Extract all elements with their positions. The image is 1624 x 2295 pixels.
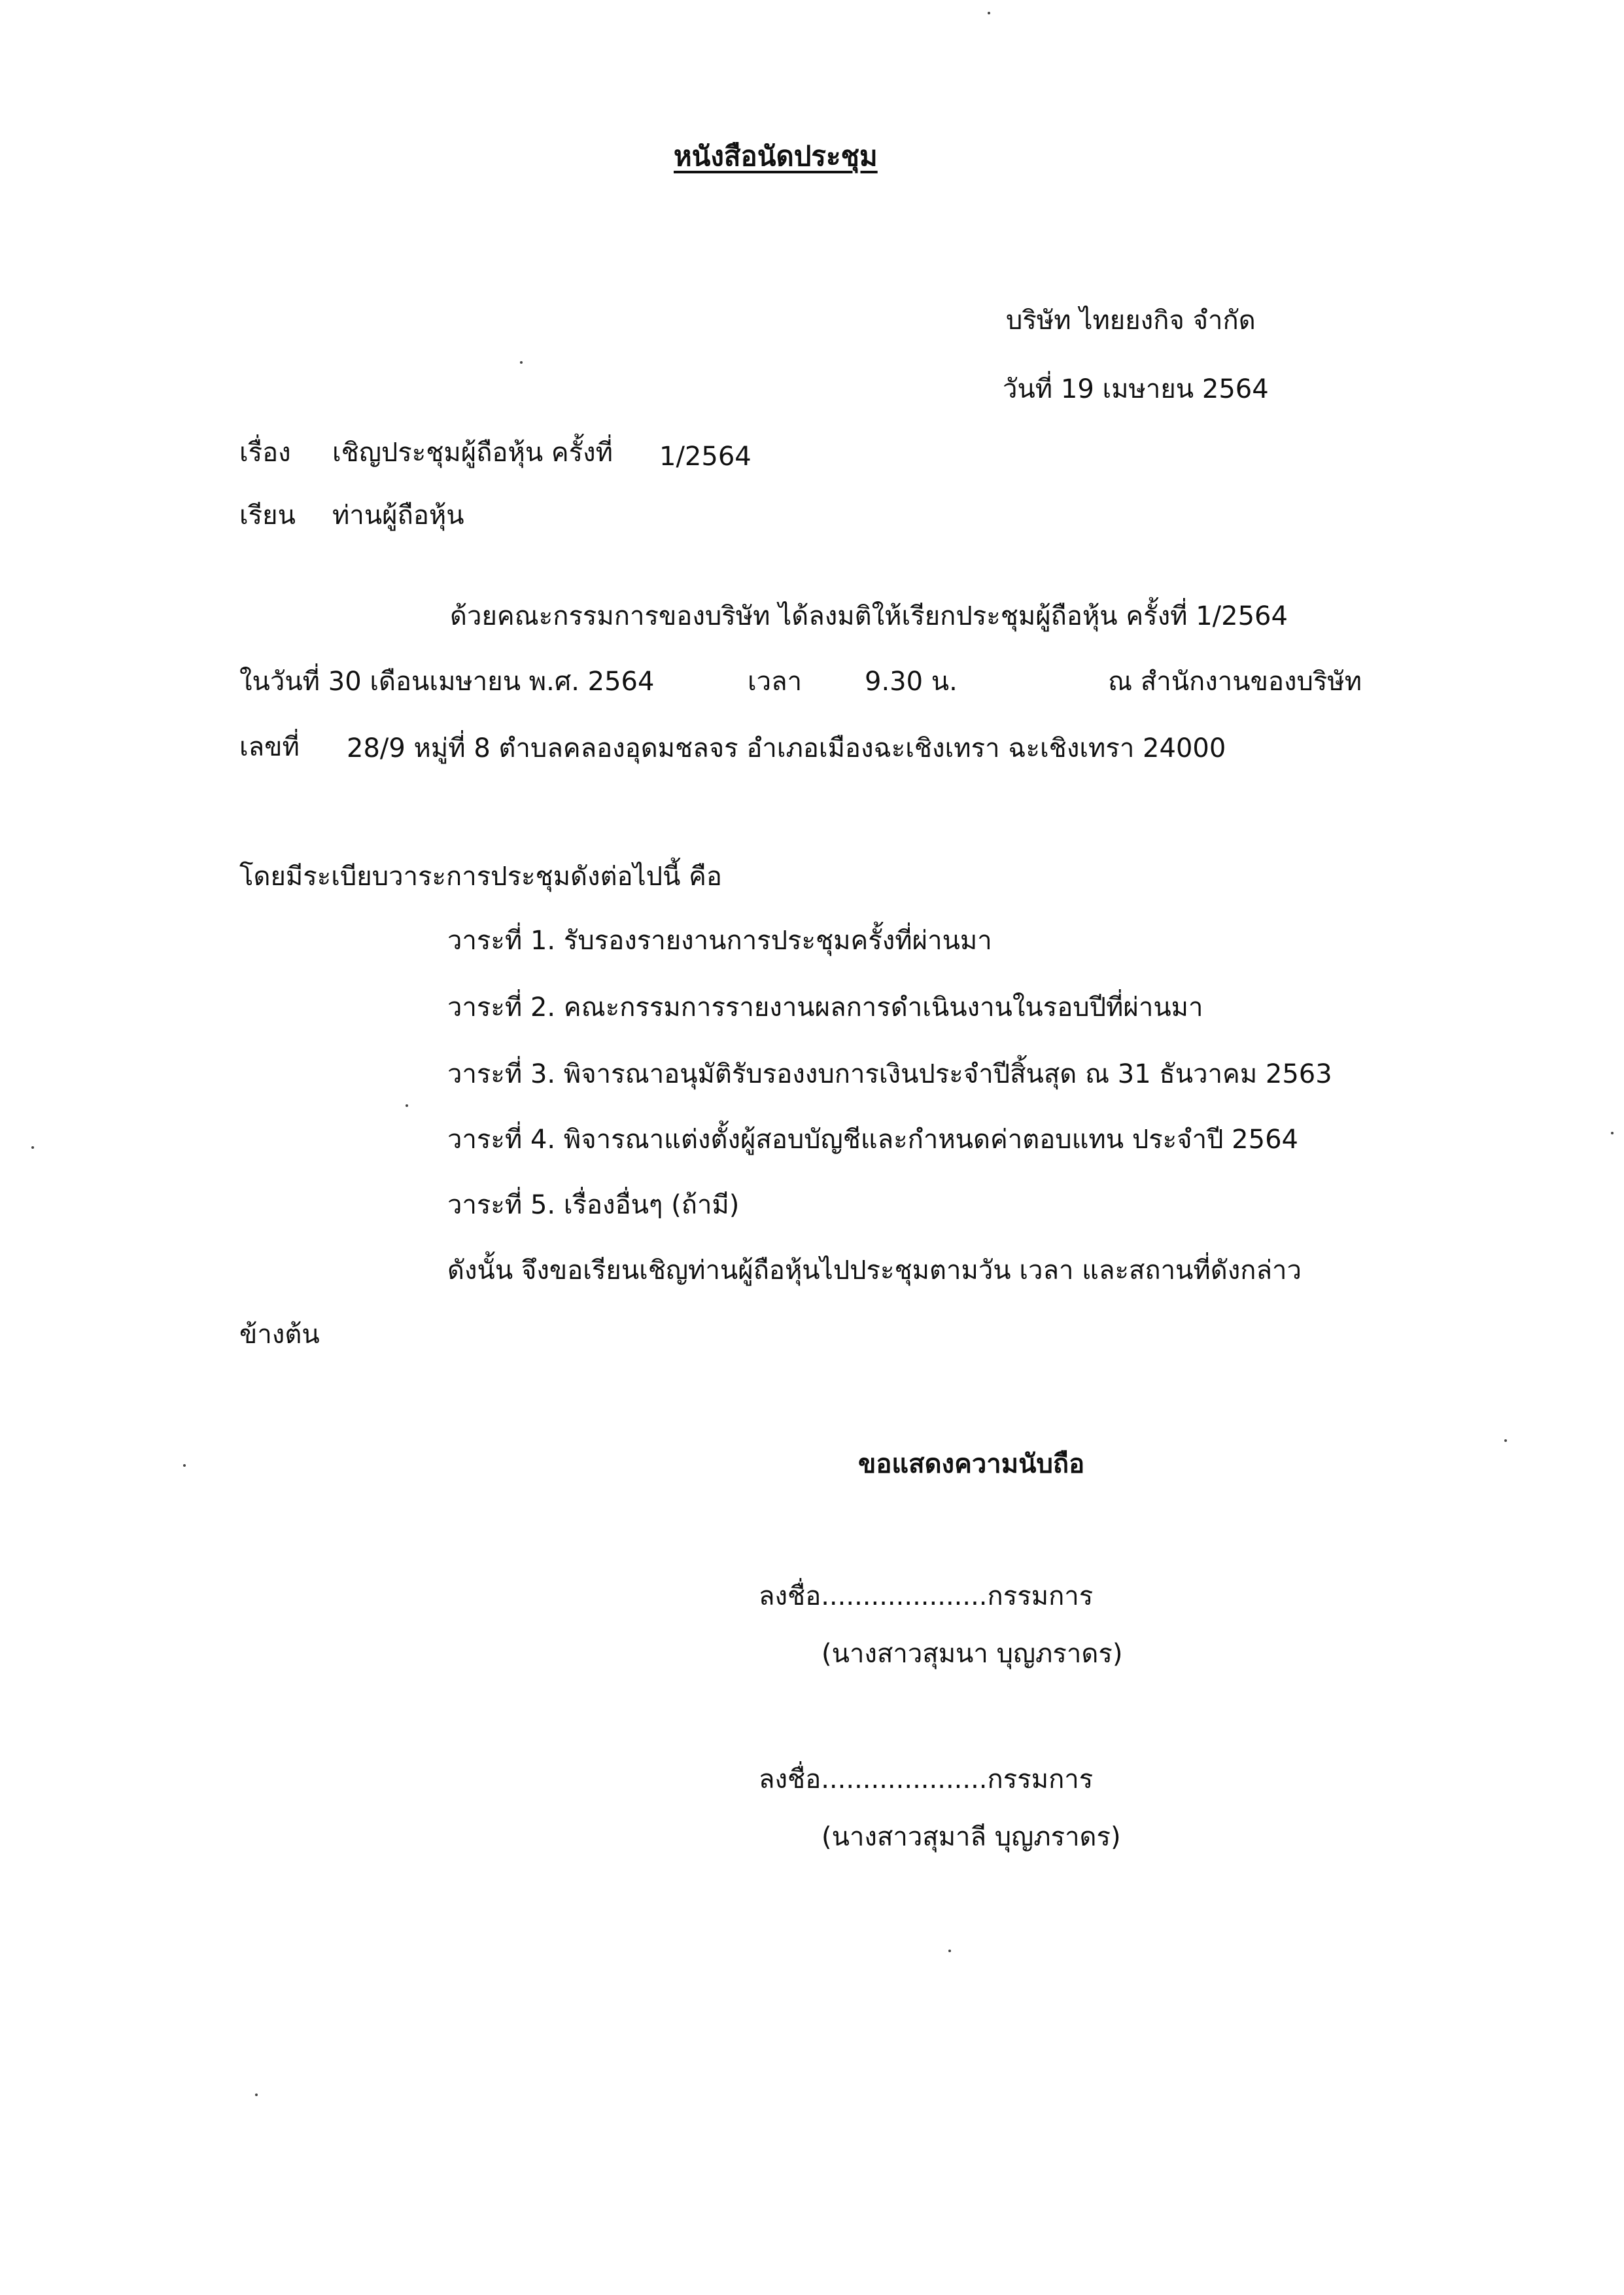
scan-speck <box>255 2094 258 2096</box>
subject-number: 1/2564 <box>659 442 752 472</box>
body-line-2-time-label: เวลา <box>748 667 803 697</box>
scan-speck <box>406 1104 408 1107</box>
company-name: บริษัท ไทยยงกิจ จำกัด <box>1006 306 1256 336</box>
to-label: เรียน <box>239 500 296 531</box>
scan-speck <box>183 1464 186 1467</box>
agenda-item: วาระที่ 4. พิจารณาแต่งตั้งผู้สอบบัญชีและกำหนดค่าตอบแทน ประจำปี 2564 <box>447 1125 1298 1155</box>
scan-speck <box>1504 1439 1507 1442</box>
agenda-item: วาระที่ 1. รับรองรายงานการประชุมครั้งที่ผ่านมา <box>447 926 992 956</box>
body-line-3-label: เลขที่ <box>239 732 300 762</box>
document-title: หนังสือนัดประชุม <box>674 140 878 172</box>
body-line-1: ด้วยคณะกรรมการของบริษัท ได้ลงมติให้เรียกประชุมผู้ถือหุ้น ครั้งที่ 1/2564 <box>450 601 1288 631</box>
signature-line-2: ลงชื่อ....................กรรมการ <box>759 1764 1094 1795</box>
body-line-3-address: 28/9 หมู่ที่ 8 ตำบลคลองอุดมชลจร อำเภอเมืองฉะเชิงเทรา ฉะเชิงเทรา 24000 <box>347 733 1226 763</box>
agenda-item: วาระที่ 5. เรื่องอื่นๆ (ถ้ามี) <box>447 1190 740 1220</box>
signature-line-1: ลงชื่อ....................กรรมการ <box>759 1581 1094 1611</box>
scan-speck <box>948 1950 951 1952</box>
document-date: วันที่ 19 เมษายน 2564 <box>1003 374 1269 404</box>
signatory-name-1: (นางสาวสุมนา บุญภราดร) <box>821 1639 1123 1669</box>
body-line-2-time: 9.30 น. <box>865 667 958 697</box>
scan-speck <box>520 361 523 364</box>
agenda-intro: โดยมีระเบียบวาระการประชุมดังต่อไปนี้ คือ <box>239 862 722 892</box>
body-line-2-place: ณ สำนักงานของบริษัท <box>1108 667 1362 697</box>
closing-line-2: ข้างต้น <box>239 1320 320 1350</box>
regards: ขอแสดงความนับถือ <box>858 1449 1085 1479</box>
subject-label: เรื่อง <box>239 438 291 468</box>
closing-line-1: ดังนั้น จึงขอเรียนเชิญท่านผู้ถือหุ้นไปประชุมตามวัน เวลา และสถานที่ดังกล่าว <box>447 1255 1302 1286</box>
scan-speck <box>1611 1132 1614 1134</box>
scan-speck <box>31 1146 34 1149</box>
agenda-item: วาระที่ 3. พิจารณาอนุมัติรับรองงบการเงินประจำปีสิ้นสุด ณ 31 ธันวาคม 2563 <box>447 1059 1332 1089</box>
scan-speck <box>988 12 990 14</box>
signatory-name-2: (นางสาวสุมาลี บุญภราดร) <box>821 1822 1121 1852</box>
body-line-2-date: ในวันที่ 30 เดือนเมษายน พ.ศ. 2564 <box>239 667 655 697</box>
subject-text: เชิญประชุมผู้ถือหุ้น ครั้งที่ <box>332 438 613 468</box>
agenda-item: วาระที่ 2. คณะกรรมการรายงานผลการดำเนินงานในรอบปีที่ผ่านมา <box>447 992 1203 1023</box>
to-text: ท่านผู้ถือหุ้น <box>332 500 464 531</box>
